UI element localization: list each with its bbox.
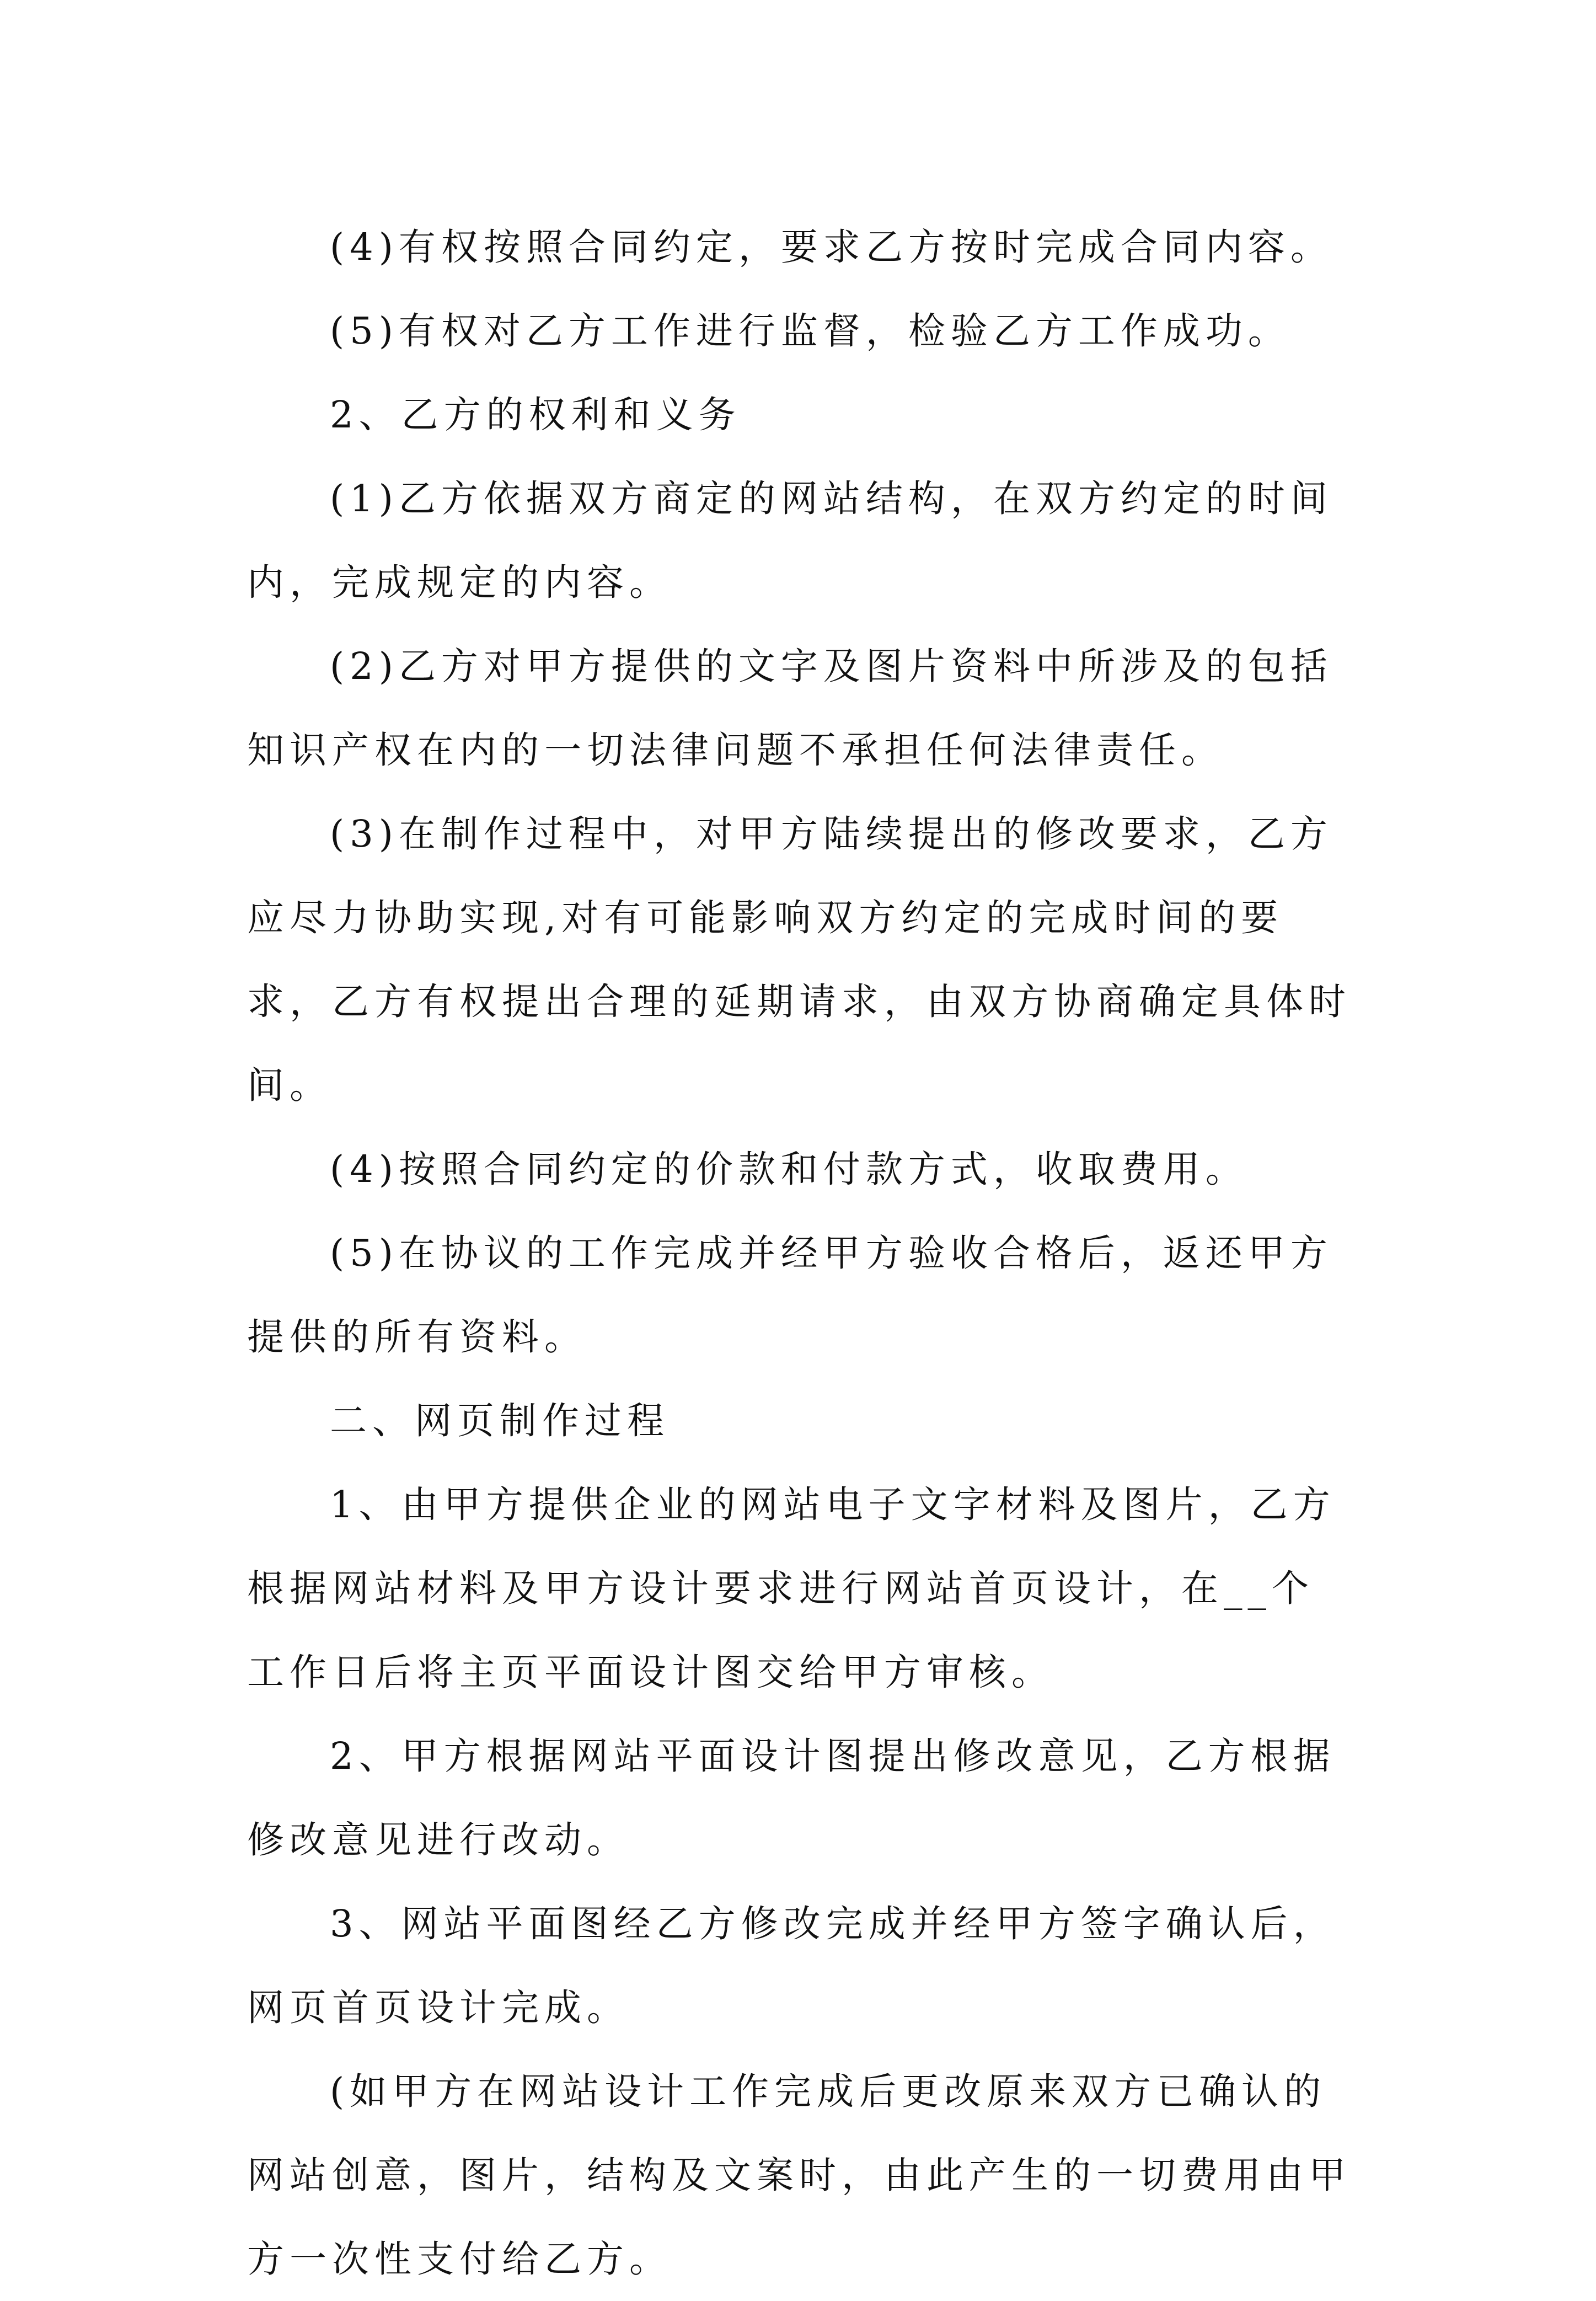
paragraph: (4)有权按照合同约定，要求乙方按时完成合同内容。 [330, 226, 1333, 269]
paragraph: 3、网站平面图经乙方修改完成并经甲方签字确认后，网页首页设计完成。 [247, 1902, 1336, 2029]
paragraph: 2、甲方根据网站平面设计图提出修改意见，乙方根据修改意见进行改动。 [247, 1735, 1336, 1861]
paragraph: (5)在协议的工作完成并经甲方验收合格后，返还甲方提供的所有资料。 [247, 1232, 1333, 1358]
paragraph: (如甲方在网站设计工作完成后更改原来双方已确认的网站创意，图片，结构及文案时，由此产生的一切费用由甲方一次性支付给乙方。 [247, 2070, 1351, 2281]
paragraph: (2)乙方对甲方提供的文字及图片资料中所涉及的包括知识产权在内的一切法律问题不承担任何法律责任。 [247, 645, 1333, 772]
section-heading: 二、网页制作过程 [330, 1399, 670, 1442]
document-body [247, 205, 1353, 2301]
paragraph: (5)有权对乙方工作进行监督，检验乙方工作成功。 [330, 309, 1290, 352]
section-heading: 2、乙方的权利和义务 [330, 393, 741, 436]
paragraph: (3)在制作过程中，对甲方陆续提出的修改要求，乙方应尽力协助实现,对有可能影响双方约定的完成时间的要求，乙方有权提出合理的延期请求，由双方协商确定具体时间。 [247, 812, 1351, 1107]
paragraph: (4)按照合同约定的价款和付款方式，收取费用。 [330, 1148, 1248, 1191]
paragraph: (1)乙方依据双方商定的网站结构，在双方约定的时间内，完成规定的内容。 [247, 477, 1333, 604]
paragraph: 1、由甲方提供企业的网站电子文字材料及图片，乙方根据网站材料及甲方设计要求进行网站首页设计，在__个工作日后将主页平面设计图交给甲方审核。 [247, 1483, 1336, 1694]
